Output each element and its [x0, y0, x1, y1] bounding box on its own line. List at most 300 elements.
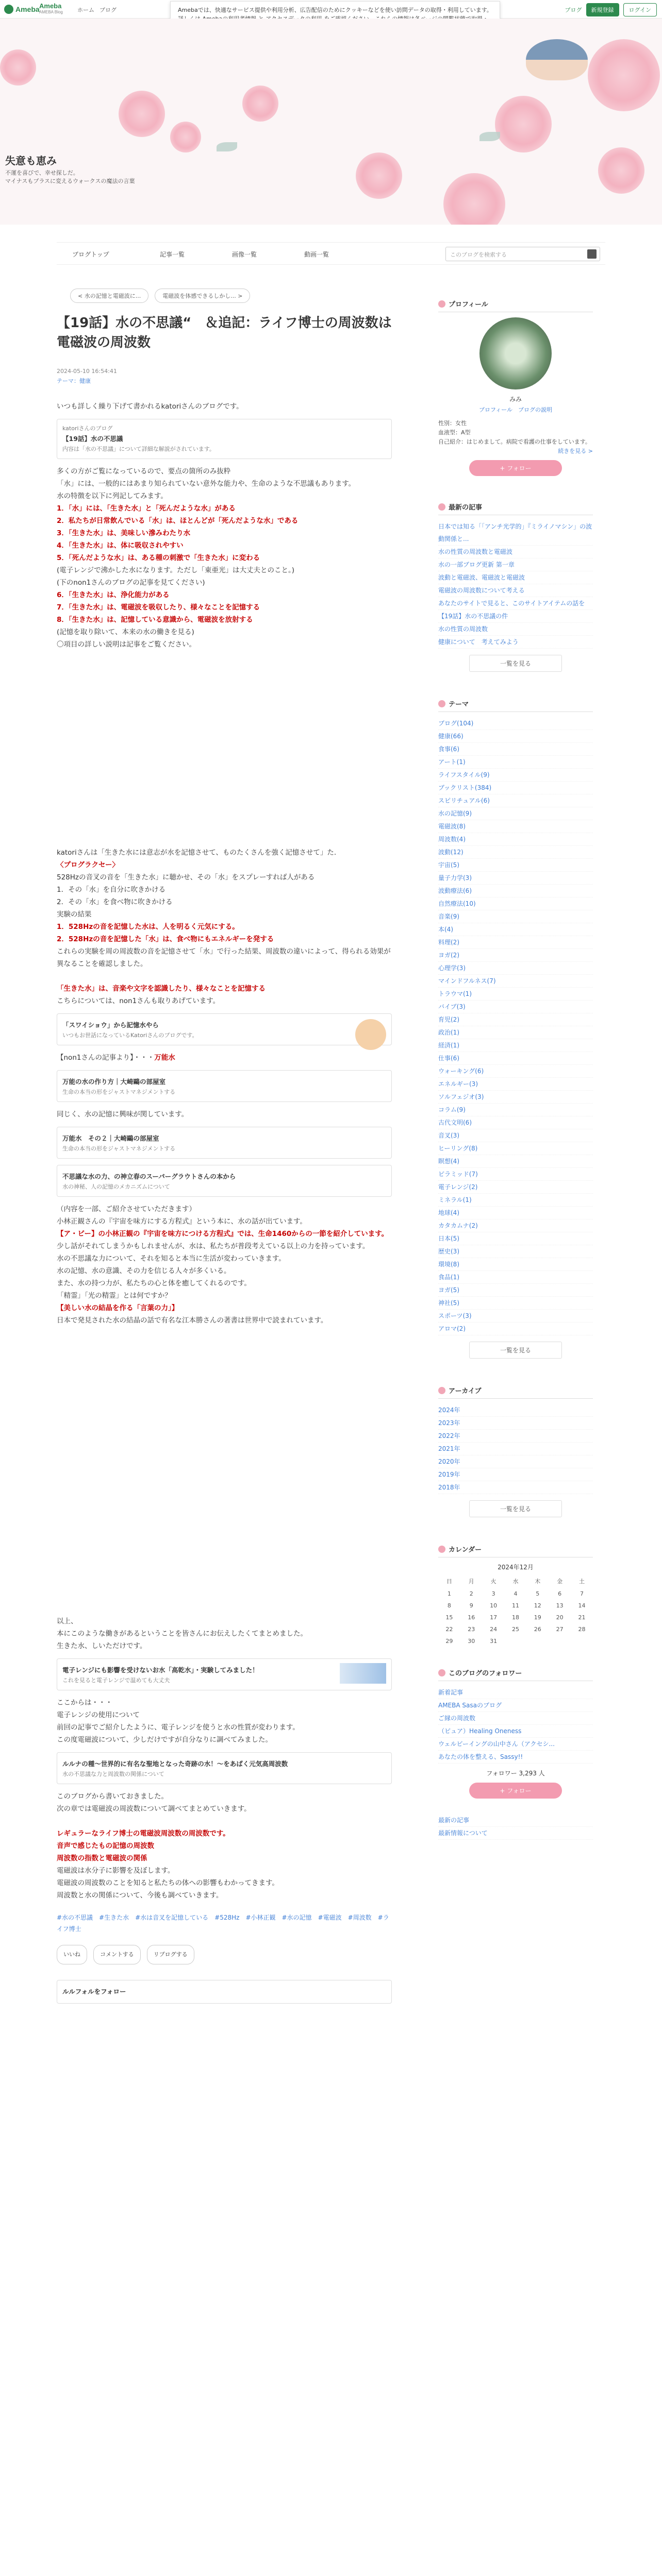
- follow-card[interactable]: [57, 1980, 392, 2004]
- card-title: ルルナの種～世界的に有名な聖地となった奇跡の水！～をあばく元気高周波数: [62, 1760, 288, 1768]
- list-item: 1．528Hzの音を記憶した水は、人を明るく元気にする。: [57, 923, 239, 931]
- archive-item[interactable]: 2021年: [438, 1443, 593, 1455]
- blog-card[interactable]: [57, 1013, 392, 1045]
- calendar-day[interactable]: 21: [578, 1614, 586, 1621]
- theme-heading: [438, 699, 593, 712]
- calendar-week: [438, 1588, 593, 1600]
- card-title: 不思議な水の力、の神立春のスーパーグラウトさんの本から: [62, 1173, 236, 1180]
- theme-item[interactable]: 神社(5): [438, 1297, 593, 1310]
- theme-item[interactable]: 電磁波(8): [438, 820, 593, 833]
- text: 水の記憶、水の意識、その力を信じる人々が多くいる。: [57, 1267, 231, 1275]
- list-item: 2．その「水」を食べ物に吹きかける: [57, 898, 173, 906]
- theme-item[interactable]: 環境(8): [438, 1258, 593, 1271]
- link-card[interactable]: [57, 1127, 392, 1159]
- calendar-title: 2024年12月: [498, 1564, 534, 1571]
- archive-more-button[interactable]: 一覧を見る: [469, 1500, 562, 1517]
- leaf-decoration: [217, 142, 237, 151]
- like-button[interactable]: いいね: [57, 1945, 87, 1964]
- leaf-decoration: [479, 132, 500, 141]
- calendar-day[interactable]: 17: [490, 1614, 498, 1621]
- search-placeholder: このブログを検索する: [450, 251, 507, 258]
- hashtags[interactable]: #水の不思議 #生きた水 #水は音叉を記憶している #528Hz #小林正観 #水の記憶 #電磁波 #周波数 #ライフ博士: [57, 1914, 389, 1933]
- link-card[interactable]: [57, 1165, 392, 1197]
- text: 周波数の指数と電磁波の関係: [57, 1854, 147, 1862]
- heading-text: このブログのフォロワー: [449, 1670, 522, 1677]
- card-thumbnail: [340, 1663, 386, 1684]
- calendar-day[interactable]: 16: [468, 1614, 475, 1621]
- logo2-sub: AMEBA Blog: [39, 10, 63, 14]
- list-item: 8．「生きた水」は、記憶している意識から、電磁波を放射する: [57, 616, 253, 624]
- follower-heading: [438, 1668, 593, 1681]
- text: 〇項目の詳しい説明は記事をご覧ください。: [57, 640, 196, 649]
- theme-item[interactable]: 日本(5): [438, 1232, 593, 1245]
- heading-icon: [438, 1387, 445, 1394]
- theme-item[interactable]: 音楽(9): [438, 910, 593, 923]
- card-thumbnail: [355, 1019, 386, 1050]
- text: 前回の記事でご紹介したように、電子レンジを使うと水の性質が変わります。: [57, 1723, 300, 1732]
- text: (電子レンジで沸かした水になります。ただし「東亜光」は大丈夫とのこと。): [57, 566, 295, 574]
- ameba-blog-logo[interactable]: [39, 3, 63, 15]
- calendar-weekday: 火: [490, 1578, 496, 1585]
- list-item: 5．「死んだような水」は、ある種の刺激で「生きた水」に変わる: [57, 554, 260, 562]
- cookie-text: Amebaでは、快適なサービス提供や利用分析、広告配信のためにクッキーなどを使い訪問データの取得・利用しています。: [178, 7, 492, 13]
- theme-item[interactable]: 育児(2): [438, 1013, 593, 1026]
- text: 電子レンジの使用について: [57, 1711, 140, 1719]
- blog-header-image: [0, 19, 662, 225]
- spacer: [57, 1815, 392, 1827]
- text: 【美しい水の結晶を作る「言葉の力」】: [57, 1304, 179, 1312]
- theme-item[interactable]: カタカムナ(2): [438, 1219, 593, 1232]
- card-text: 生命の本当の形をジャストマネジメントする: [62, 1089, 176, 1095]
- list-item: 2．私たちが日常飲んでいる「水」は、ほとんどが「死んだような水」である: [57, 517, 299, 525]
- bird-illustration: [526, 39, 588, 80]
- theme-item[interactable]: 古代文明(6): [438, 1116, 593, 1129]
- bottom-link[interactable]: 最新の記事: [438, 1814, 593, 1827]
- card-title: 【19話】水の不思議: [62, 435, 123, 443]
- text: （内容を一部、ご紹介させていただきます）: [57, 1205, 196, 1213]
- heading-icon: [438, 1669, 445, 1676]
- search-icon[interactable]: [587, 249, 597, 259]
- login-button[interactable]: ログイン: [623, 3, 657, 16]
- text: 多くの方がご覧になっているので、要点の箇所のみ抜粋: [57, 467, 231, 476]
- flower-decoration: [170, 122, 201, 152]
- ameba-logo[interactable]: [4, 4, 40, 15]
- text: 日本で発見された水の結晶の話で有名な江本勝さんの著書は世界中で読まれています。: [57, 1316, 328, 1325]
- flower-decoration: [242, 86, 278, 122]
- profile-sex: 性別：女性: [438, 420, 467, 427]
- theme-item[interactable]: 心理学(3): [438, 962, 593, 975]
- text: 本にこのような働きがあるということを皆さんにお伝えしたくてまとめました。: [57, 1630, 307, 1638]
- card-author: katoriさんのブログ: [62, 425, 113, 432]
- signup-button[interactable]: 新規登録: [586, 3, 619, 16]
- card-text: 水の神秘、人の記憶のメカニズムについて: [62, 1183, 170, 1190]
- card-text: これを見ると電子レンジで温めても大丈夫: [62, 1677, 170, 1684]
- link-card[interactable]: [57, 1658, 392, 1690]
- theme-item[interactable]: ライフスタイル(9): [438, 769, 593, 782]
- list-item: 3．「生きた水」は、美味しい滲みわたり水: [57, 529, 191, 537]
- ameba-logo-icon: [4, 5, 13, 14]
- theme-item[interactable]: 瞑想(4): [438, 1155, 593, 1168]
- calendar-week: [438, 1612, 593, 1623]
- calendar-weekday: 水: [512, 1578, 519, 1585]
- entry-date: 2024-05-10 16:54:41: [57, 368, 117, 375]
- profile-info: [438, 419, 593, 447]
- theme-item[interactable]: ピラミッド(7): [438, 1168, 593, 1181]
- calendar-header: [438, 1574, 593, 1588]
- heading-icon: [438, 300, 445, 308]
- text: 少し話がそれてしまうかもしれませんが、水は、私たちが普段考えている以上の力を持っています。: [57, 1242, 370, 1250]
- archive-list: [438, 1404, 593, 1494]
- reblog-button[interactable]: リブログする: [147, 1945, 194, 1964]
- flower-decoration: [598, 147, 644, 194]
- theme-item[interactable]: 本(4): [438, 923, 593, 936]
- list-item: 7．「生きた水」は、電磁波を吸収したり、様々なことを記憶する: [57, 603, 260, 612]
- theme-item[interactable]: ブックリスト(384): [438, 782, 593, 794]
- spacer: [57, 970, 392, 982]
- calendar-day[interactable]: 24: [490, 1626, 498, 1633]
- text: 音声で感じたもの記憶の周波数: [57, 1842, 154, 1850]
- calendar-day[interactable]: 27: [556, 1626, 564, 1633]
- entry-actions: [57, 1945, 392, 1964]
- text: これらの実験を周の周波数の音を記憶させて「水」で行った結果、周波数の違いによって、得られる効果が異なることを確認しました。: [57, 947, 391, 968]
- blog-description: [5, 169, 135, 185]
- card-title: 万能の水の作り方｜大崎鷗の部屋室: [62, 1078, 166, 1086]
- global-header-right: [565, 3, 657, 16]
- spacer: [438, 1365, 593, 1385]
- archive-item[interactable]: 2020年: [438, 1455, 593, 1468]
- theme-item[interactable]: 食品(1): [438, 1271, 593, 1284]
- calendar-day[interactable]: 1: [447, 1590, 451, 1597]
- calendar-weekday: 金: [557, 1578, 563, 1585]
- recent-entry[interactable]: 【19話】水の不思議の件: [438, 610, 593, 623]
- archive-item[interactable]: 2018年: [438, 1481, 593, 1494]
- calendar-day[interactable]: 30: [468, 1638, 475, 1645]
- text: 「精霊」「光の精霊」とは何ですか？: [57, 1292, 172, 1300]
- blog-title[interactable]: 失意も恵み: [5, 155, 57, 167]
- profile-links[interactable]: プロフィール ブログの説明: [479, 406, 552, 413]
- blog-search-input[interactable]: [445, 247, 600, 261]
- text: この度電磁波について、少しだけですが自分なりに調べてみました。: [57, 1736, 272, 1744]
- theme-item[interactable]: 周波数(4): [438, 833, 593, 846]
- theme-item[interactable]: 量子力学(3): [438, 872, 593, 885]
- nav-video-list[interactable]: 動画一覧: [304, 251, 329, 258]
- link-card[interactable]: [57, 1070, 392, 1102]
- heading-text: アーカイブ: [449, 1387, 482, 1395]
- link-card[interactable]: [57, 1752, 392, 1784]
- calendar-day[interactable]: 12: [534, 1602, 541, 1609]
- recent-entry[interactable]: 水の性質の周波数: [438, 623, 593, 636]
- profile-text: 自己紹介：はじめまして。病院で看護の仕事をしています。: [438, 438, 591, 445]
- follow-card-title: ルルフォルをフォロー: [62, 1988, 126, 1995]
- calendar-week: [438, 1635, 593, 1647]
- profile-name[interactable]: みみ: [509, 396, 522, 403]
- theme-item[interactable]: ミネラル(1): [438, 1194, 593, 1207]
- theme-item[interactable]: 政治(1): [438, 1026, 593, 1039]
- text: 【non1さんの記事より】・・・: [57, 1054, 155, 1062]
- list-item: 2．528Hzの音を記憶した「水」は、食べ物にもエネルギーを発する: [57, 935, 274, 943]
- heading-text: プロフィール: [449, 301, 488, 309]
- follower-item[interactable]: ウェルビーイングの山中さん（アクセシ...: [438, 1738, 593, 1751]
- pager: [70, 289, 392, 303]
- calendar-weekday: 月: [468, 1578, 474, 1585]
- theme-item[interactable]: 仕事(6): [438, 1052, 593, 1065]
- recent-more-button[interactable]: 一覧を見る: [469, 655, 562, 672]
- main-column: [57, 273, 392, 2010]
- calendar-week: [438, 1623, 593, 1635]
- theme-item[interactable]: バイブ(3): [438, 1001, 593, 1013]
- theme-item[interactable]: 地球(4): [438, 1207, 593, 1219]
- calendar-day[interactable]: 8: [447, 1602, 451, 1609]
- archive-item[interactable]: 2024年: [438, 1404, 593, 1417]
- theme-item[interactable]: 歴史(3): [438, 1245, 593, 1258]
- text: 以上、: [57, 1617, 78, 1625]
- calendar-day[interactable]: 9: [469, 1602, 473, 1609]
- theme-item[interactable]: エネルギー(3): [438, 1078, 593, 1091]
- spacer: [438, 1804, 593, 1814]
- theme-item[interactable]: アロマ(2): [438, 1323, 593, 1335]
- logo2-text: Ameba: [39, 2, 62, 10]
- flower-decoration: [495, 96, 552, 152]
- theme-item[interactable]: 宇宙(5): [438, 859, 593, 872]
- flower-decoration: [119, 91, 165, 137]
- calendar-weekday: 木: [535, 1578, 541, 1585]
- calendar-day: [571, 1635, 593, 1647]
- text: 電磁波は水分子に影響を及ぼします。: [57, 1867, 175, 1875]
- profile-more-link[interactable]: 続きを見る >: [558, 448, 593, 454]
- text: 万能水: [154, 1054, 175, 1062]
- card-title: 電子レンジにも影響を受けないお水「高乾水」・実験してみました！: [62, 1666, 259, 1674]
- nav-image-list[interactable]: 画像一覧: [232, 251, 257, 258]
- blog-card[interactable]: [57, 419, 392, 459]
- calendar-day[interactable]: 11: [511, 1602, 519, 1609]
- calendar-day[interactable]: 20: [556, 1614, 564, 1621]
- text: いつも詳しく繰り下げて書かれるkatoriさんのブログです。: [57, 402, 243, 411]
- text: 「生きた水」は、音楽や文字を認識したり、様々なことを記憶する: [57, 985, 266, 993]
- recent-entry[interactable]: 健康について 考えてみよう: [438, 636, 593, 649]
- calendar-day[interactable]: 29: [445, 1638, 453, 1645]
- card-text: 内容は「水の不思議」について詳細な解説がされています。: [62, 446, 215, 452]
- archive-item[interactable]: 2022年: [438, 1430, 593, 1443]
- follower-item[interactable]: ご縁の周波数: [438, 1712, 593, 1725]
- calendar-weekday: 日: [446, 1578, 452, 1585]
- list-item: 1．「水」には、「生きた水」と「死んだような水」がある: [57, 504, 236, 513]
- heading-text: 最新の記事: [449, 504, 483, 512]
- comment-button[interactable]: コメントする: [93, 1945, 141, 1964]
- entry-title: 【19話】水の不思議“ ＆追記：ライフ博士の周波数は電磁波の周波数: [57, 315, 392, 350]
- list-item: 4．「生きた水」は、体に吸収されやすい: [57, 541, 184, 550]
- archive-item[interactable]: 2023年: [438, 1417, 593, 1430]
- text: 小林正観さんの『宇宙を味方にする方程式』という本に、水の話が出ています。: [57, 1217, 307, 1226]
- text: katoriさんは「生きた水には意志が水を記憶させて、ものたくさんを強く記憶させて」た.: [57, 849, 337, 857]
- text: (下のnon1さんのブログの記事を見てください): [57, 579, 205, 587]
- theme-item[interactable]: ソルフェジオ(3): [438, 1091, 593, 1104]
- entry-theme[interactable]: テーマ：健康: [57, 378, 91, 384]
- calendar-weekday: 土: [579, 1578, 585, 1585]
- follower-item[interactable]: 新着記事: [438, 1686, 593, 1699]
- theme-item[interactable]: 食事(6): [438, 743, 593, 756]
- profile-heading: [438, 299, 593, 312]
- calendar-week: [438, 1600, 593, 1612]
- theme-item[interactable]: マインドフルネス(7): [438, 975, 593, 988]
- text: 「水」には、一般的にはあまり知られていない意外な能力や、生命のような不思議もあります。: [57, 480, 356, 488]
- global-nav-home[interactable]: ホーム: [77, 7, 94, 13]
- calendar-day[interactable]: 18: [511, 1614, 519, 1621]
- calendar-day[interactable]: 31: [490, 1638, 498, 1645]
- flower-decoration: [588, 39, 660, 111]
- list-item: 1．その「水」を自分に吹きかける: [57, 886, 166, 894]
- theme-item[interactable]: スポーツ(3): [438, 1310, 593, 1323]
- recent-entry[interactable]: 水の性質の周波数と電磁波: [438, 546, 593, 558]
- spacer: [438, 1647, 593, 1668]
- follower-item[interactable]: （ピュア）Healing Oneness: [438, 1725, 593, 1738]
- text: レギュラーなライフ博士の電磁波周波数の周波数です。: [57, 1829, 230, 1838]
- calendar-day[interactable]: 15: [445, 1614, 453, 1621]
- blog-nav: [57, 242, 605, 265]
- logo-text: Ameba: [15, 5, 40, 13]
- theme-item[interactable]: 波動(12): [438, 846, 593, 859]
- recent-entry[interactable]: あなたのサイトで見ると、このサイトアイテムの話を: [438, 597, 593, 610]
- calendar-day[interactable]: 6: [558, 1590, 562, 1597]
- entry-body: [57, 400, 392, 2004]
- avatar[interactable]: [479, 317, 552, 389]
- calendar-day[interactable]: 4: [514, 1590, 518, 1597]
- theme-item[interactable]: 自然療法(10): [438, 897, 593, 910]
- text: 生きた水、しいただけです。: [57, 1642, 147, 1650]
- follower-count: フォロワー 3,293 人: [486, 1770, 545, 1777]
- calendar-day[interactable]: 25: [511, 1626, 519, 1633]
- calendar-day[interactable]: 10: [490, 1602, 498, 1609]
- text: こちらについては、non1さんも取りあげています。: [57, 997, 220, 1005]
- calendar-day: [505, 1635, 527, 1647]
- text: 実験の結果: [57, 910, 92, 919]
- heading-icon: [438, 503, 445, 511]
- text: また、水の持つ力が、私たちの心と体を癒してくれるのです。: [57, 1279, 251, 1287]
- calendar-day[interactable]: 14: [578, 1602, 586, 1609]
- theme-item[interactable]: スピリチュアル(6): [438, 794, 593, 807]
- blog-desc-line2: マイナスもプラスに変えるウォークスの魔法の言葉: [5, 178, 135, 184]
- calendar: [438, 1574, 593, 1647]
- text: 周波数と水の関係について、今後も調べていきます。: [57, 1891, 223, 1900]
- calendar-day[interactable]: 13: [556, 1602, 564, 1609]
- recent-entry[interactable]: 波動と電磁波、電磁波と電磁波: [438, 571, 593, 584]
- card-text: いつもお世話になっているKatoriさんのブログです。: [62, 1032, 198, 1039]
- theme-item[interactable]: 音叉(3): [438, 1129, 593, 1142]
- archive-heading: [438, 1385, 593, 1399]
- calendar-day[interactable]: 3: [491, 1590, 495, 1597]
- theme-item[interactable]: 電子レンジ(2): [438, 1181, 593, 1194]
- recent-entry[interactable]: 日本では知る「「アンチ光学的」『ミライノマシン」の波動関係と...: [438, 520, 593, 546]
- card-text: 生命の本当の形をジャストマネジメントする: [62, 1145, 176, 1152]
- calendar-day[interactable]: 26: [534, 1626, 541, 1633]
- text: このブログから書いておきました。: [57, 1792, 168, 1801]
- text: 同じく、水の記憶に興味が関しています。: [57, 1110, 189, 1118]
- text: 水の特徴を以下に列記してみます。: [57, 492, 168, 500]
- theme-item[interactable]: コラム(9): [438, 1104, 593, 1116]
- archive-item[interactable]: 2019年: [438, 1468, 593, 1481]
- calendar-day[interactable]: 22: [445, 1626, 453, 1633]
- theme-item[interactable]: トラウマ(1): [438, 988, 593, 1001]
- follower-item[interactable]: AMEBA Sasaのブログ: [438, 1699, 593, 1712]
- spacer: [438, 481, 593, 502]
- theme-item[interactable]: 経済(1): [438, 1039, 593, 1052]
- theme-list: [438, 717, 593, 1335]
- flower-decoration: [443, 173, 505, 225]
- follower-item[interactable]: あなたの体を整える、Sassy!!: [438, 1751, 593, 1764]
- recent-list: [438, 520, 593, 649]
- nav-blog-top[interactable]: ブログトップ: [72, 251, 109, 258]
- follow-button[interactable]: + フォロー: [469, 460, 562, 476]
- theme-item[interactable]: 波動療法(6): [438, 885, 593, 897]
- recent-entry[interactable]: 電磁波の周波数について考える: [438, 584, 593, 597]
- blog-desc-line1: 不運を喜びで、幸せ探しだ。: [5, 170, 79, 176]
- follower-list: [438, 1686, 593, 1764]
- text: 次の章では電磁波の周波数について調べてまとめていきます。: [57, 1805, 251, 1813]
- spacer: [438, 1523, 593, 1544]
- profile-blood: 血液型：A型: [438, 429, 471, 436]
- flower-decoration: [356, 152, 402, 199]
- theme-item[interactable]: アート(1): [438, 756, 593, 769]
- heading-text: カレンダー: [449, 1546, 482, 1554]
- spacer: [438, 678, 593, 699]
- theme-item[interactable]: 水の記憶(9): [438, 807, 593, 820]
- recent-heading: [438, 502, 593, 515]
- prev-entry-link[interactable]: < 水の記憶と電磁波に...: [70, 289, 148, 303]
- calendar-day: [526, 1635, 549, 1647]
- heading-icon: [438, 1546, 445, 1553]
- calendar-day[interactable]: 23: [468, 1626, 475, 1633]
- card-title: 「スワイショウ」から記憶水やら: [62, 1021, 159, 1029]
- text: 水の不思議な力について、それを知ると本当に生活が変わっていきます。: [57, 1255, 286, 1263]
- card-text: 水の不思議な力と周波数の関係について: [62, 1771, 164, 1777]
- section-heading: 〈プログラクセー〉: [57, 861, 119, 869]
- bottom-link[interactable]: 最新情報について: [438, 1827, 593, 1840]
- spacer: [57, 1327, 392, 1615]
- theme-item[interactable]: ヨガ(5): [438, 1284, 593, 1297]
- calendar-day: [549, 1635, 571, 1647]
- calendar-day[interactable]: 5: [536, 1590, 540, 1597]
- global-nav: [77, 6, 117, 14]
- theme-item[interactable]: ヨガ(2): [438, 949, 593, 962]
- card-title: 万能水 その２｜大崎鷗の部屋室: [62, 1134, 159, 1142]
- text: 528Hzの音叉の音を「生きた水」に聴かせ、その「水」をスプレーすれば人がある: [57, 873, 315, 882]
- flower-decoration: [0, 49, 36, 86]
- calendar-day[interactable]: 28: [578, 1626, 586, 1633]
- theme-item[interactable]: ヒーリング(8): [438, 1142, 593, 1155]
- blog-link[interactable]: ブログ: [565, 7, 582, 13]
- next-entry-link[interactable]: 電磁波を体感できるしかし... >: [155, 289, 250, 303]
- sidebar: [438, 299, 593, 1840]
- spacer: [57, 651, 392, 846]
- theme-item[interactable]: ウォーキング(6): [438, 1065, 593, 1078]
- list-item: 6．「生きた水」は、浄化能力がある: [57, 591, 170, 599]
- text: ここからは・・・: [57, 1699, 112, 1707]
- calendar-day[interactable]: 2: [469, 1590, 473, 1597]
- theme-item[interactable]: 料理(2): [438, 936, 593, 949]
- theme-item[interactable]: ブログ(104): [438, 717, 593, 730]
- calendar-day[interactable]: 7: [580, 1590, 584, 1597]
- theme-more-button[interactable]: 一覧を見る: [469, 1342, 562, 1359]
- recent-entry[interactable]: 水の一部ブログ更新 第一章: [438, 558, 593, 571]
- heading-icon: [438, 700, 445, 707]
- text: (記憶を取り除いて、本来の水の働きを見る): [57, 628, 194, 636]
- nav-entry-list[interactable]: 記事一覧: [160, 251, 185, 258]
- follow-button-2[interactable]: + フォロー: [469, 1783, 562, 1799]
- global-nav-blog[interactable]: ブログ: [100, 7, 117, 13]
- calendar-day[interactable]: 19: [534, 1614, 541, 1621]
- calendar-heading: [438, 1544, 593, 1557]
- text: 【ア・ビー】の小林正観の『宇宙を味方につける方程式』では、生命1460からの一節を紹介しています。: [57, 1230, 389, 1238]
- theme-item[interactable]: 健康(66): [438, 730, 593, 743]
